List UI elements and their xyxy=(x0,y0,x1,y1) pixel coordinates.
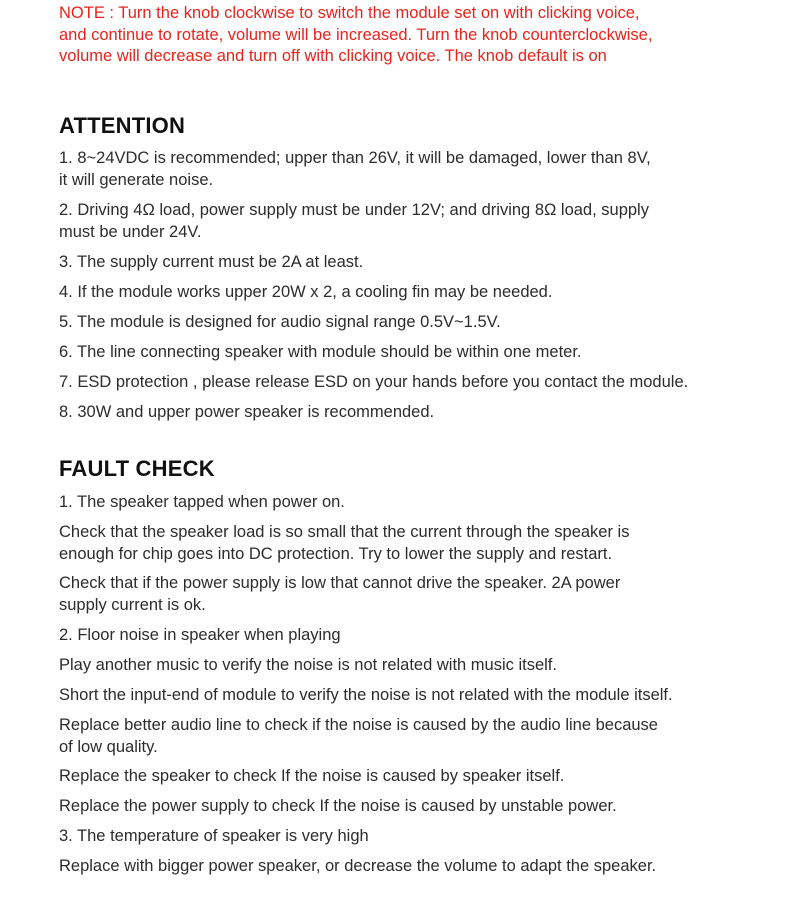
fault-check-item: Replace the speaker to check If the noise is caused by speaker itself. xyxy=(59,767,565,785)
fault-check-item: Replace with bigger power speaker, or decrease the volume to adapt the speaker. xyxy=(59,857,657,875)
fault-check-item: Replace better audio line to check if the noise is caused by the audio line because of low quality. xyxy=(59,716,658,756)
attention-item: 8. 30W and upper power speaker is recommended. xyxy=(59,403,435,421)
fault-check-heading: FAULT CHECK xyxy=(59,456,215,481)
attention-item: 3. The supply current must be 2A at least. xyxy=(59,253,364,271)
attention-item: 1. 8~24VDC is recommended; upper than 26V, it will be damaged, lower than 8V, it will generate noise. xyxy=(59,149,651,189)
fault-check-item: 3. The temperature of speaker is very high xyxy=(59,827,369,845)
fault-check-item: 1. The speaker tapped when power on. xyxy=(59,493,345,511)
attention-heading: ATTENTION xyxy=(59,113,186,138)
fault-check-item: Check that the speaker load is so small that the current through the speaker is enough for chip goes into DC protection. Try to lower the supply and restart. xyxy=(59,523,630,563)
note-line: and continue to rotate, volume will be increased. Turn the knob counterclockwise, xyxy=(59,25,653,44)
attention-item: 7. ESD protection , please release ESD on your hands before you contact the module. xyxy=(59,373,689,391)
fault-check-item: Play another music to verify the noise is not related with music itself. xyxy=(59,656,557,674)
fault-check-item: Check that if the power supply is low that cannot drive the speaker. 2A power supply current is ok. xyxy=(59,574,621,614)
note-line: NOTE : Turn the knob clockwise to switch the module set on with clicking voice, xyxy=(59,4,640,22)
note-line: volume will decrease and turn off with clicking voice. The knob default is on xyxy=(59,47,607,65)
fault-check-item: Replace the power supply to check If the noise is caused by unstable power. xyxy=(59,797,617,815)
attention-item: 2. Driving 4Ω load, power supply must be under 12V; and driving 8Ω load, supply must be under 24V. xyxy=(59,201,649,241)
attention-item: 4. If the module works upper 20W x 2, a cooling fin may be needed. xyxy=(59,283,553,301)
fault-check-item: Short the input-end of module to verify the noise is not related with the module itself. xyxy=(59,686,673,704)
note-block xyxy=(59,3,739,68)
fault-check-item: 2. Floor noise in speaker when playing xyxy=(59,626,341,644)
attention-item: 5. The module is designed for audio signal range 0.5V~1.5V. xyxy=(59,313,501,331)
attention-item: 6. The line connecting speaker with module should be within one meter. xyxy=(59,343,582,361)
